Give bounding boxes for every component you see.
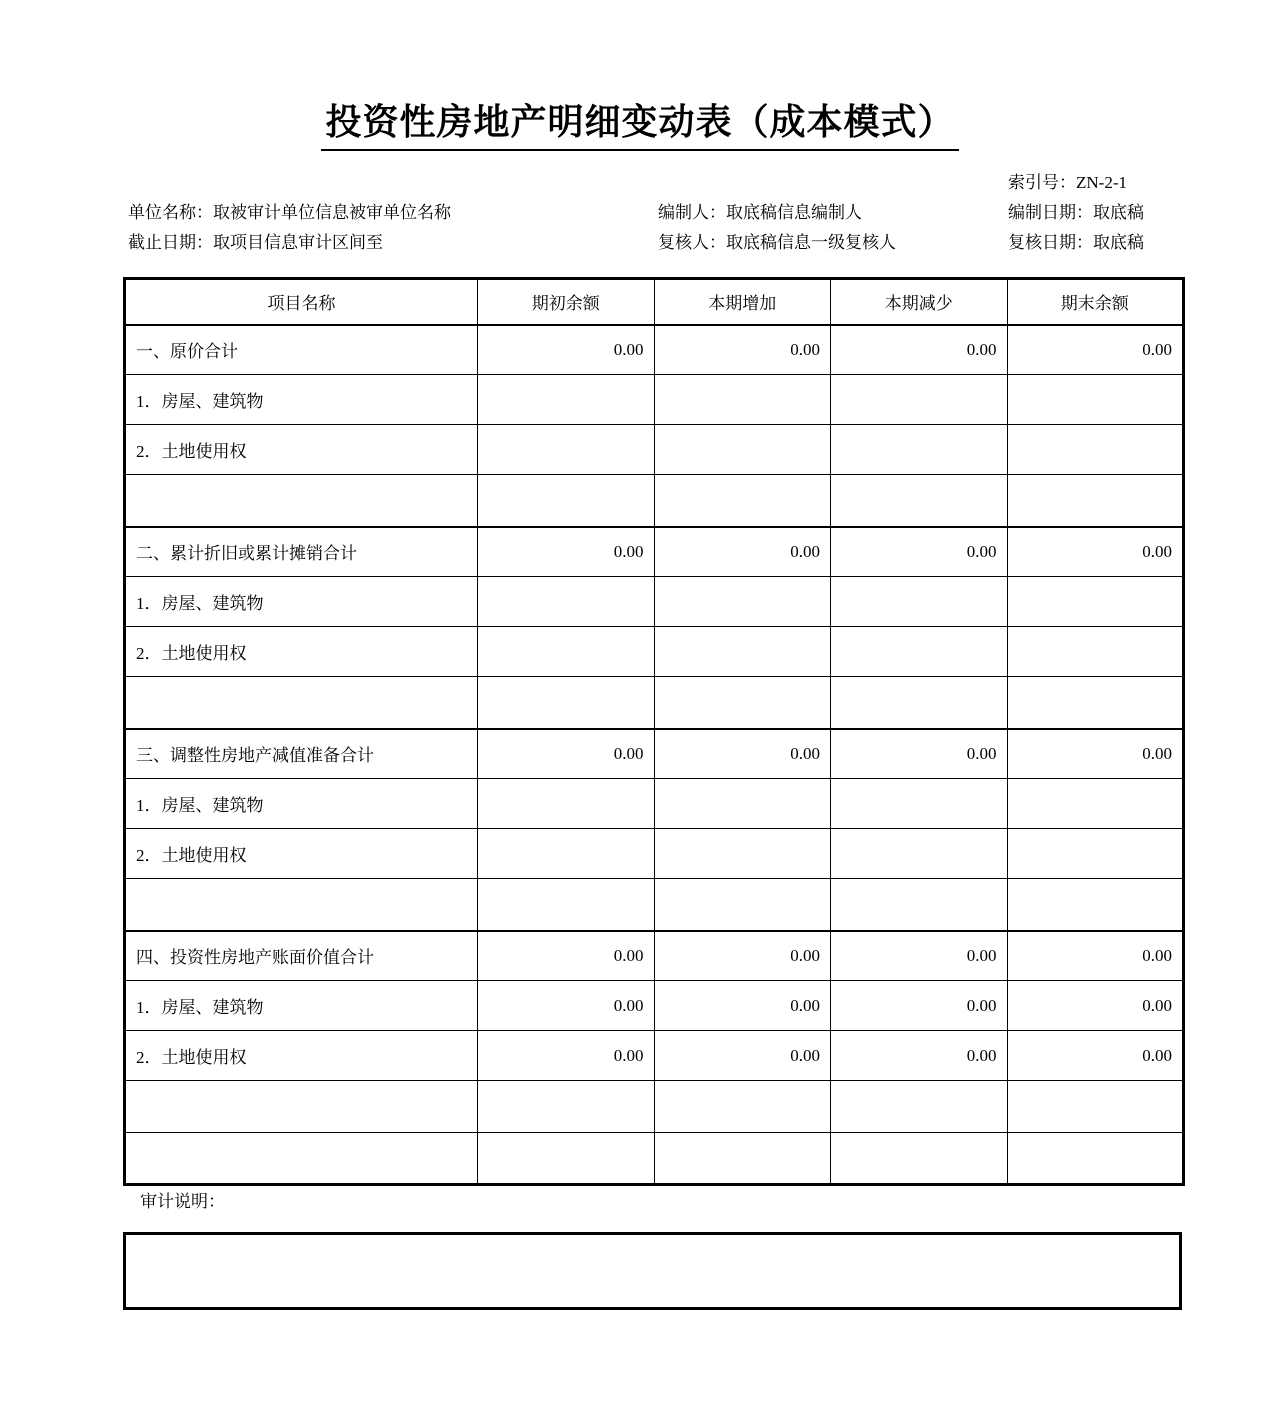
review-date-value: 取底稿 [1093,233,1144,252]
meta-header [123,168,1280,258]
table-row [125,981,1184,1031]
cell-period-decrease[interactable]: 0.00 [831,527,1008,577]
cell-period-decrease[interactable] [831,677,1008,729]
reviewer-label: 复核人： [658,233,726,252]
prepare-date-field [1008,198,1144,228]
cell-period-increase[interactable] [654,829,831,879]
item-name-cell [125,1133,478,1185]
item-name-cell [125,1081,478,1133]
cell-period-decrease[interactable] [831,1081,1008,1133]
cell-closing-balance[interactable] [1007,829,1184,879]
table-row [125,475,1184,527]
table-row [125,879,1184,931]
cell-opening-balance[interactable] [478,779,655,829]
cell-opening-balance[interactable]: 0.00 [478,729,655,779]
end-date-value: 取项目信息审计区间至 [213,233,383,252]
cell-opening-balance[interactable]: 0.00 [478,325,655,375]
preparer-label: 编制人： [658,203,726,222]
cell-opening-balance[interactable] [478,475,655,527]
cell-period-decrease[interactable] [831,627,1008,677]
cell-period-increase[interactable] [654,577,831,627]
cell-period-increase[interactable]: 0.00 [654,527,831,577]
preparer-value: 取底稿信息编制人 [726,203,862,222]
section-heading-cell: 三、调整性房地产减值准备合计 [125,729,478,779]
cell-period-decrease[interactable]: 0.00 [831,981,1008,1031]
audit-note-label: 审计说明： [140,1192,225,1211]
cell-closing-balance[interactable] [1007,1081,1184,1133]
cell-period-increase[interactable] [654,779,831,829]
cell-period-increase[interactable] [654,627,831,677]
table-row [125,1081,1184,1133]
cell-closing-balance[interactable] [1007,879,1184,931]
review-date-label: 复核日期： [1008,233,1093,252]
unit-name-label: 单位名称： [128,203,213,222]
unit-name-value: 取被审计单位信息被审单位名称 [213,203,451,222]
cell-period-increase[interactable] [654,375,831,425]
cell-period-increase[interactable] [654,1081,831,1133]
item-name-cell [125,475,478,527]
cell-opening-balance[interactable] [478,1081,655,1133]
cell-period-decrease[interactable]: 0.00 [831,931,1008,981]
table-row [125,577,1184,627]
table-header-row [125,279,1184,325]
unit-name-field [128,198,451,228]
table-row [125,1031,1184,1081]
cell-closing-balance[interactable] [1007,375,1184,425]
table-row [125,931,1184,981]
item-name-cell: 1．房屋、建筑物 [125,577,478,627]
meta-row-index [123,168,1280,198]
cell-opening-balance[interactable] [478,577,655,627]
table-row [125,829,1184,879]
item-name-cell: 1．房屋、建筑物 [125,981,478,1031]
cell-closing-balance[interactable]: 0.00 [1007,729,1184,779]
cell-closing-balance[interactable] [1007,627,1184,677]
column-header-item-name: 项目名称 [125,279,478,325]
cell-period-decrease[interactable]: 0.00 [831,1031,1008,1081]
prepare-date-value: 取底稿 [1093,203,1144,222]
end-date-field [128,228,383,258]
cell-opening-balance[interactable] [478,1133,655,1185]
cell-opening-balance[interactable]: 0.00 [478,527,655,577]
meta-row-2 [123,228,1280,258]
section-heading-cell: 四、投资性房地产账面价值合计 [125,931,478,981]
cell-period-decrease[interactable] [831,779,1008,829]
cell-closing-balance[interactable]: 0.00 [1007,981,1184,1031]
investment-property-table [123,277,1185,1186]
index-label: 索引号： [1008,173,1076,192]
table-row [125,677,1184,729]
cell-opening-balance[interactable] [478,375,655,425]
cell-period-increase[interactable]: 0.00 [654,325,831,375]
table-row [125,779,1184,829]
cell-opening-balance[interactable] [478,425,655,475]
audit-note-box[interactable] [123,1232,1182,1310]
end-date-label: 截止日期： [128,233,213,252]
cell-period-decrease[interactable] [831,879,1008,931]
table-row [125,425,1184,475]
cell-closing-balance[interactable] [1007,475,1184,527]
item-name-cell: 2．土地使用权 [125,1031,478,1081]
section-heading-cell: 一、原价合计 [125,325,478,375]
cell-period-decrease[interactable]: 0.00 [831,729,1008,779]
cell-closing-balance[interactable] [1007,677,1184,729]
cell-closing-balance[interactable] [1007,425,1184,475]
cell-opening-balance[interactable] [478,879,655,931]
cell-period-increase[interactable]: 0.00 [654,729,831,779]
item-name-cell: 1．房屋、建筑物 [125,779,478,829]
index-value: ZN-2-1 [1076,173,1127,192]
cell-closing-balance[interactable] [1007,779,1184,829]
cell-period-decrease[interactable] [831,1133,1008,1185]
cell-period-decrease[interactable]: 0.00 [831,325,1008,375]
column-header-period-increase: 本期增加 [654,279,831,325]
table-row [125,375,1184,425]
cell-period-increase[interactable] [654,879,831,931]
meta-row-1 [123,198,1280,228]
review-date-field [1008,228,1144,258]
table-row [125,527,1184,577]
reviewer-field [658,228,896,258]
index-field [1008,168,1127,198]
table-row [125,729,1184,779]
cell-opening-balance[interactable]: 0.00 [478,981,655,1031]
cell-period-increase[interactable] [654,1133,831,1185]
page-title: 投资性房地产明细变动表（成本模式） [321,98,958,151]
item-name-cell: 2．土地使用权 [125,425,478,475]
cell-period-increase[interactable] [654,677,831,729]
cell-period-increase[interactable]: 0.00 [654,981,831,1031]
cell-closing-balance[interactable] [1007,1133,1184,1185]
cell-period-increase[interactable]: 0.00 [654,931,831,981]
cell-opening-balance[interactable] [478,627,655,677]
item-name-cell: 2．土地使用权 [125,627,478,677]
section-heading-cell: 二、累计折旧或累计摊销合计 [125,527,478,577]
reviewer-value: 取底稿信息一级复核人 [726,233,896,252]
column-header-closing-balance: 期末余额 [1007,279,1184,325]
cell-period-decrease[interactable] [831,425,1008,475]
cell-period-decrease[interactable] [831,375,1008,425]
item-name-cell: 1．房屋、建筑物 [125,375,478,425]
cell-closing-balance[interactable] [1007,577,1184,627]
cell-opening-balance[interactable]: 0.00 [478,1031,655,1081]
cell-period-decrease[interactable] [831,475,1008,527]
page-title-container [0,98,1280,151]
cell-period-increase[interactable] [654,425,831,475]
cell-period-decrease[interactable] [831,577,1008,627]
cell-opening-balance[interactable] [478,829,655,879]
table-row [125,325,1184,375]
item-name-cell [125,879,478,931]
cell-opening-balance[interactable] [478,677,655,729]
cell-period-increase[interactable] [654,475,831,527]
item-name-cell: 2．土地使用权 [125,829,478,879]
table-body [125,325,1184,1185]
prepare-date-label: 编制日期： [1008,203,1093,222]
cell-opening-balance[interactable]: 0.00 [478,931,655,981]
cell-closing-balance[interactable]: 0.00 [1007,931,1184,981]
cell-period-increase[interactable]: 0.00 [654,1031,831,1081]
column-header-opening-balance: 期初余额 [478,279,655,325]
cell-closing-balance[interactable]: 0.00 [1007,1031,1184,1081]
column-header-period-decrease: 本期减少 [831,279,1008,325]
cell-closing-balance[interactable]: 0.00 [1007,325,1184,375]
preparer-field [658,198,862,228]
table-header [125,279,1184,325]
table-row [125,627,1184,677]
table-row [125,1133,1184,1185]
item-name-cell [125,677,478,729]
cell-closing-balance[interactable]: 0.00 [1007,527,1184,577]
cell-period-decrease[interactable] [831,829,1008,879]
